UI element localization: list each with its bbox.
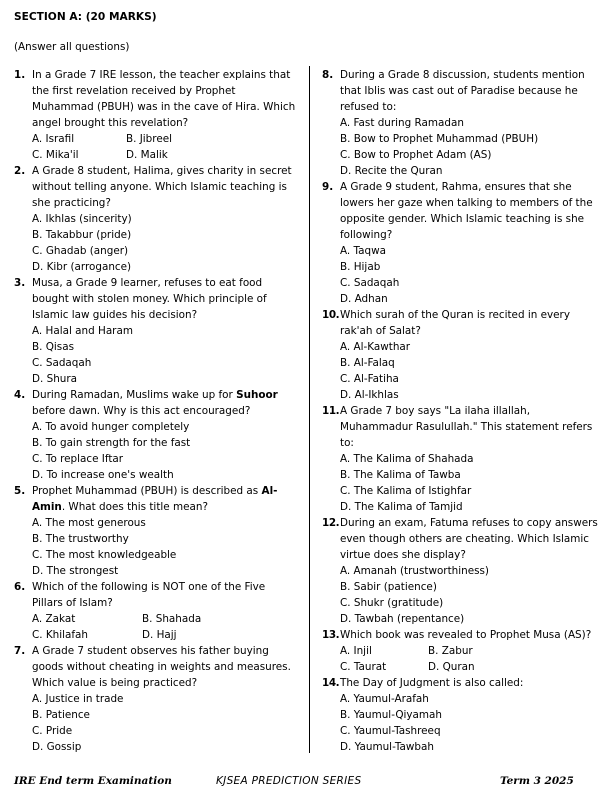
option-a: A. Ikhlas (sincerity) <box>32 213 132 225</box>
option-c: C. Yaumul-Tashreeq <box>340 725 441 737</box>
option-d: D. Hajj <box>142 629 177 641</box>
question-5 <box>14 483 296 579</box>
question-text-part: before dawn. Why is this act encouraged? <box>32 405 251 417</box>
footer-series: KJSEA PREDICTION SERIES <box>216 775 362 787</box>
question-number: 2. <box>14 165 26 177</box>
option-c: C. Ghadab (anger) <box>32 245 129 257</box>
question-10 <box>322 307 604 403</box>
question-text <box>32 387 296 419</box>
option-row <box>340 659 604 675</box>
question-text: The Day of Judgment is also called: <box>340 677 524 689</box>
question-text: During an exam, Fatuma refuses to copy answers even though others are cheating. Which Islamic virtue does she display? <box>340 517 598 561</box>
question-text-part: Prophet Muhammad (PBUH) is described as <box>32 485 262 497</box>
option-d: D. The strongest <box>32 565 119 577</box>
option-b: B. Takabbur (pride) <box>32 229 132 241</box>
question-text: Which of the following is NOT one of the Five Pillars of Islam? <box>32 581 266 609</box>
option-b: B. Qisas <box>32 341 74 353</box>
question-number: 10. <box>322 309 340 321</box>
question-2 <box>14 163 296 275</box>
question-1 <box>14 67 296 163</box>
option-d: D. Gossip <box>32 741 82 753</box>
option-b: B. Jibreel <box>126 133 172 145</box>
option-d: D. Tawbah (repentance) <box>340 613 465 625</box>
option-b: B. The Kalima of Tawba <box>340 469 461 481</box>
option-b: B. Al-Falaq <box>340 357 395 369</box>
question-14 <box>322 675 604 755</box>
question-keyword: Al-Amin <box>32 485 278 513</box>
question-number: 14. <box>322 677 340 689</box>
column-divider <box>309 66 310 753</box>
option-d: D. Quran <box>428 661 475 673</box>
option-c: C. Taurat <box>340 661 387 673</box>
option-c: C. Bow to Prophet Adam (AS) <box>340 149 492 161</box>
option-a: A. Al-Kawthar <box>340 341 411 353</box>
question-13 <box>322 627 604 675</box>
option-b: B. Zabur <box>428 645 473 657</box>
question-8 <box>322 67 604 179</box>
option-row <box>32 147 296 163</box>
option-a: A. The Kalima of Shahada <box>340 453 474 465</box>
option-b: B. To gain strength for the fast <box>32 437 191 449</box>
option-a: A. Amanah (trustworthiness) <box>340 565 489 577</box>
option-a: A. Zakat <box>32 613 76 625</box>
option-row <box>32 131 296 147</box>
question-text-part: During Ramadan, Muslims wake up for <box>32 389 237 401</box>
question-number: 6. <box>14 581 26 593</box>
option-b: B. Sabir (patience) <box>340 581 437 593</box>
question-text: A Grade 7 boy says "La ilaha illallah, Muhammadur Rasulullah." This statement refers to: <box>340 405 593 449</box>
option-b: B. Hijab <box>340 261 381 273</box>
option-d: D. Adhan <box>340 293 388 305</box>
question-text: Which surah of the Quran is recited in every rak'ah of Salat? <box>340 309 570 337</box>
option-c: C. Sadaqah <box>340 277 400 289</box>
question-number: 12. <box>322 517 340 529</box>
question-text: A Grade 7 student observes his father buying goods without cheating in weights and measures. Which value is being practiced? <box>32 645 291 689</box>
question-number: 4. <box>14 389 26 401</box>
option-b: B. Shahada <box>142 613 202 625</box>
question-number: 3. <box>14 277 26 289</box>
question-number: 13. <box>322 629 340 641</box>
option-a: A. Yaumul-Arafah <box>340 693 429 705</box>
option-d: D. Al-Ikhlas <box>340 389 399 401</box>
option-d: D. Kibr (arrogance) <box>32 261 132 273</box>
option-b: B. Yaumul-Qiyamah <box>340 709 442 721</box>
option-c: C. Al-Fatiha <box>340 373 399 385</box>
option-c: C. Khilafah <box>32 629 89 641</box>
question-number: 8. <box>322 69 334 81</box>
option-c: C. Pride <box>32 725 73 737</box>
option-b: B. Bow to Prophet Muhammad (PBUH) <box>340 133 539 145</box>
question-text: Musa, a Grade 9 learner, refuses to eat food bought with stolen money. Which principle of Islamic law guides his decision? <box>32 277 267 321</box>
left-column <box>14 67 296 755</box>
question-9 <box>322 179 604 307</box>
option-a: A. The most generous <box>32 517 146 529</box>
option-d: D. Yaumul-Tawbah <box>340 741 434 753</box>
question-keyword: Suhoor <box>236 389 278 401</box>
option-row <box>32 627 296 643</box>
option-d: D. Shura <box>32 373 78 385</box>
question-number: 5. <box>14 485 26 497</box>
option-d: D. Malik <box>126 149 168 161</box>
question-3 <box>14 275 296 387</box>
footer-exam-title: IRE End term Examination <box>14 775 172 787</box>
option-a: A. Justice in trade <box>32 693 124 705</box>
question-number: 11. <box>322 405 340 417</box>
question-text: A Grade 8 student, Halima, gives charity in secret without telling anyone. Which Islamic teaching is she practicing? <box>32 165 292 209</box>
option-c: C. To replace Iftar <box>32 453 124 465</box>
option-b: B. The trustworthy <box>32 533 129 545</box>
question-4 <box>14 387 296 483</box>
question-number: 1. <box>14 69 26 81</box>
question-text: Which book was revealed to Prophet Musa (AS)? <box>340 629 592 641</box>
option-a: A. Israfil <box>32 133 75 145</box>
option-c: C. Mika'il <box>32 149 79 161</box>
question-11 <box>322 403 604 515</box>
option-a: A. To avoid hunger completely <box>32 421 190 433</box>
section-title: SECTION A: (20 MARKS) <box>14 11 157 23</box>
question-text: A Grade 9 student, Rahma, ensures that she lowers her gaze when talking to members of the opposite gender. Which Islamic teaching is she following? <box>340 181 593 241</box>
option-a: A. Taqwa <box>340 245 386 257</box>
instructions: (Answer all questions) <box>14 41 130 53</box>
option-c: C. The Kalima of Istighfar <box>340 485 472 497</box>
question-7 <box>14 643 296 755</box>
footer-term: Term 3 2025 <box>500 775 574 787</box>
option-a: A. Fast during Ramadan <box>340 117 464 129</box>
option-a: A. Halal and Haram <box>32 325 133 337</box>
option-b: B. Patience <box>32 709 90 721</box>
question-text-part: . What does this title mean? <box>61 501 208 513</box>
question-text: During a Grade 8 discussion, students mention that Iblis was cast out of Paradise because he refused to: <box>340 69 585 113</box>
option-d: D. The Kalima of Tamjid <box>340 501 463 513</box>
question-12 <box>322 515 604 627</box>
option-row <box>340 643 604 659</box>
question-6 <box>14 579 296 643</box>
question-number: 9. <box>322 181 334 193</box>
option-a: A. Injil <box>340 645 372 657</box>
option-row <box>32 611 296 627</box>
right-column <box>322 67 604 755</box>
question-text: In a Grade 7 IRE lesson, the teacher explains that the first revelation received by Prophet Muhammad (PBUH) was in the cave of Hira. Which angel brought this revelation? <box>32 69 296 129</box>
question-text <box>32 483 296 515</box>
option-d: D. Recite the Quran <box>340 165 443 177</box>
question-number: 7. <box>14 645 26 657</box>
option-c: C. Shukr (gratitude) <box>340 597 444 609</box>
option-d: D. To increase one's wealth <box>32 469 174 481</box>
option-c: C. The most knowledgeable <box>32 549 177 561</box>
option-c: C. Sadaqah <box>32 357 92 369</box>
